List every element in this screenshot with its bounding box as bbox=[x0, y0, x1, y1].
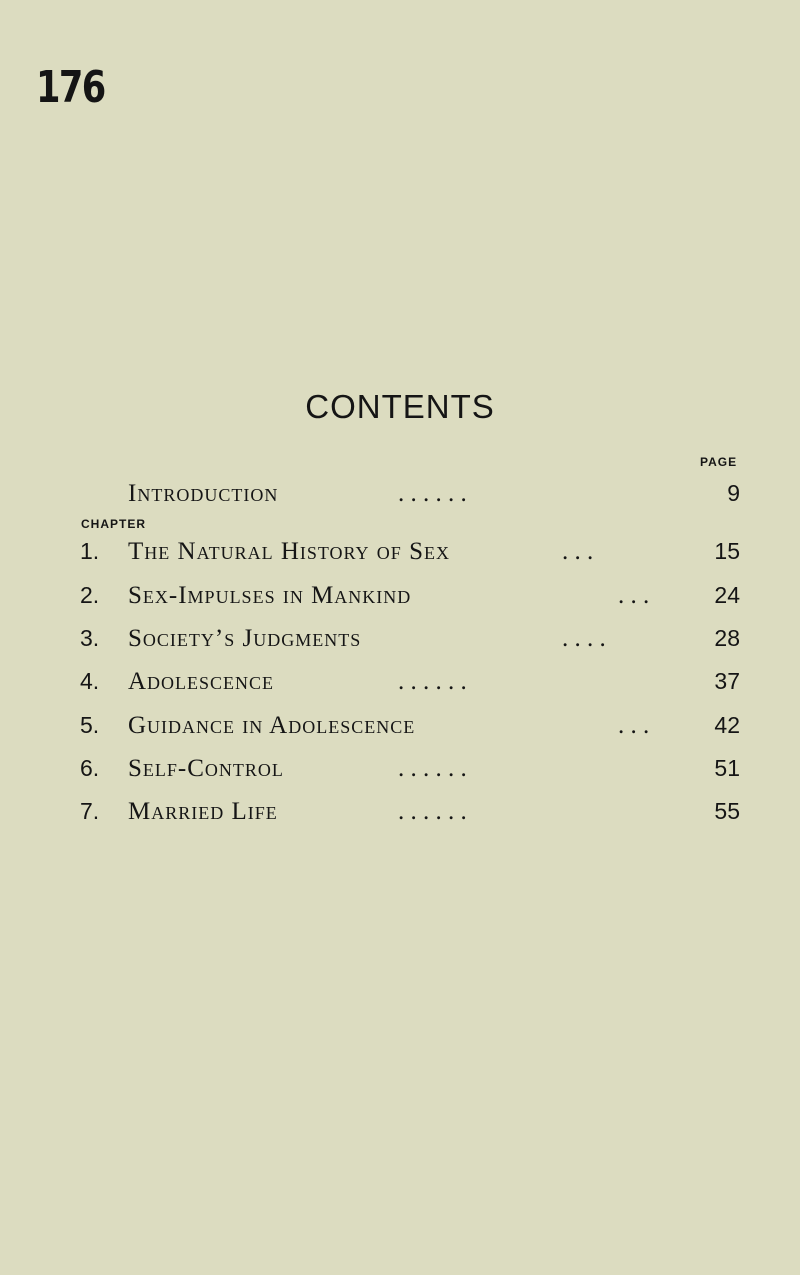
chapter-number: 1. bbox=[80, 538, 100, 564]
toc-entry-label: Married Life bbox=[128, 798, 278, 825]
toc-entry-introduction bbox=[80, 480, 740, 520]
page-title: CONTENTS bbox=[305, 388, 495, 425]
toc-page-number: 15 bbox=[714, 538, 740, 564]
toc-entry-chapter-4 bbox=[80, 668, 740, 708]
toc-entry-chapter-3 bbox=[80, 625, 740, 665]
chapter-number: 2. bbox=[80, 582, 100, 608]
chapter-number: 7. bbox=[80, 798, 100, 824]
toc-page-number: 28 bbox=[714, 625, 740, 651]
toc-entry-label: Sex-Impulses in Mankind bbox=[128, 582, 412, 609]
toc-page-number: 55 bbox=[714, 798, 740, 824]
dot-leader: . . . bbox=[562, 538, 594, 565]
dot-leader: . . . . . . bbox=[398, 798, 467, 825]
chapter-number: 6. bbox=[80, 755, 100, 781]
toc-entry-chapter-5 bbox=[80, 712, 740, 752]
dot-leader: . . . . bbox=[562, 625, 606, 652]
toc-entry-label: Adolescence bbox=[128, 668, 275, 695]
chapter-number: 3. bbox=[80, 625, 100, 651]
dot-leader: . . . . . . bbox=[398, 668, 467, 695]
chapter-number: 4. bbox=[80, 668, 100, 694]
toc-entry-chapter-7 bbox=[80, 798, 740, 838]
dot-leader: . . . . . . bbox=[398, 755, 467, 782]
toc-page-number: 24 bbox=[714, 582, 740, 608]
toc-entry-label: Introduction bbox=[128, 480, 279, 507]
dot-leader: . . . bbox=[618, 712, 650, 739]
toc-page-number: 9 bbox=[727, 480, 740, 506]
toc-page-number: 42 bbox=[714, 712, 740, 738]
toc-entry-label: Guidance in Adolescence bbox=[128, 712, 416, 739]
chapter-column-header: CHAPTER bbox=[81, 517, 147, 531]
toc-entry-label: Self-Control bbox=[128, 755, 284, 782]
chapter-number: 5. bbox=[80, 712, 100, 738]
toc-entry-label: Society’s Judgments bbox=[128, 625, 362, 652]
page-column-header: PAGE bbox=[700, 455, 738, 469]
toc-entry-chapter-2 bbox=[80, 582, 740, 622]
toc-entry-chapter-6 bbox=[80, 755, 740, 795]
dot-leader: . . . bbox=[618, 582, 650, 609]
toc-page-number: 51 bbox=[714, 755, 740, 781]
toc-page-number: 37 bbox=[714, 668, 740, 694]
toc-entry-label: The Natural History of Sex bbox=[128, 538, 450, 565]
handwritten-catalog-number: 176 bbox=[36, 62, 105, 113]
toc-entry-chapter-1 bbox=[80, 538, 740, 578]
dot-leader: . . . . . . bbox=[398, 480, 467, 507]
